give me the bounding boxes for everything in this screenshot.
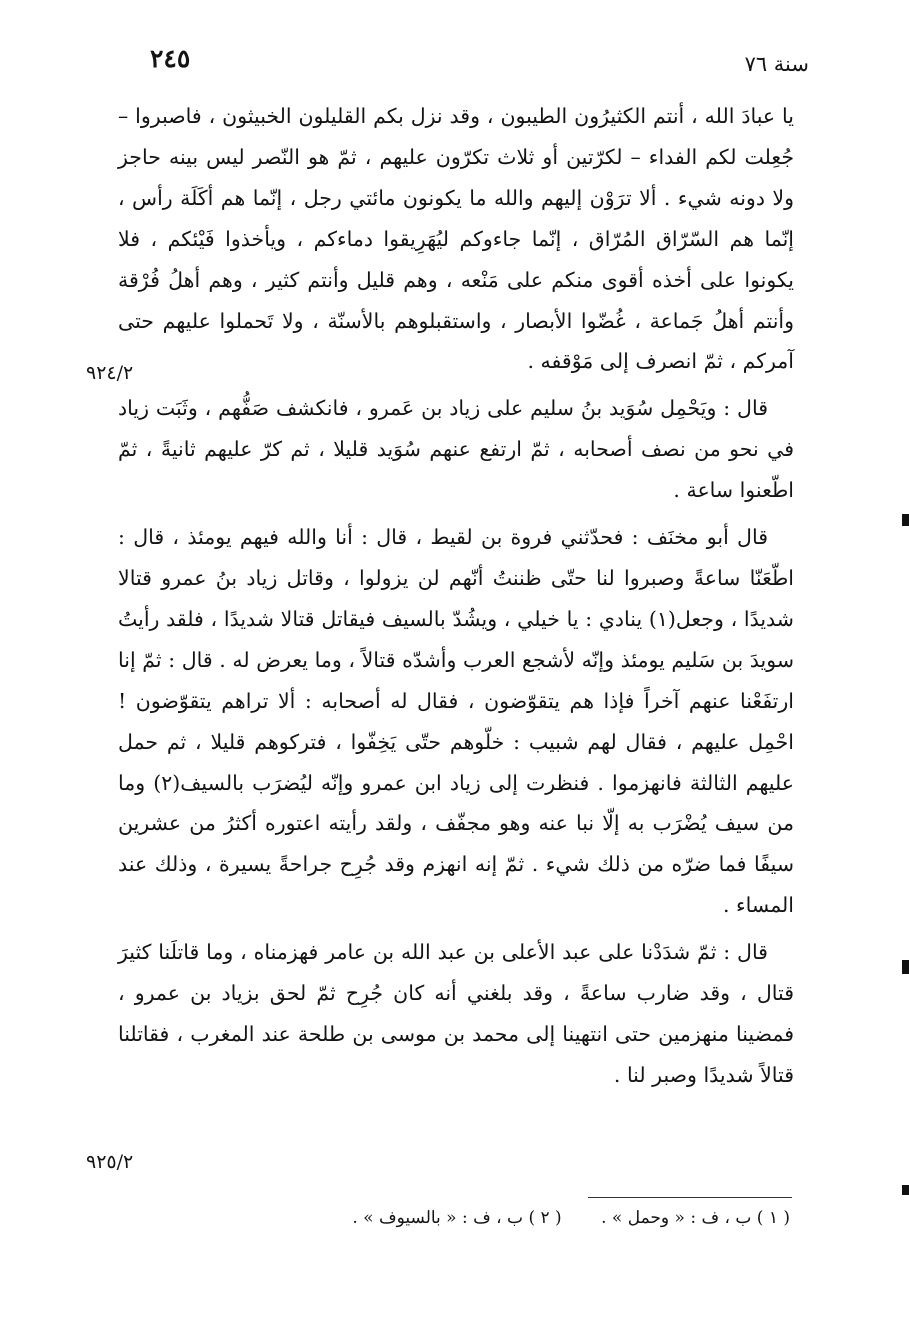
paragraph-4: قال : ثمّ شدَدْنا على عبد الأعلى بن عبد الله بن عامر فهزمناه ، وما قاتلَنا كثيرَ قتال ، وقد ضارب ساعةً ، وقد بلغني أنه كان جُرِح ثمّ لحق بزياد بن عمرو ، فمضينا منهزمين حتى انتهينا إلى محمد بن موسى بن طلحة عند المغرب ، فقاتلنا قتالاً شديدًا وصبر لنا . <box>118 940 794 1087</box>
footnotes <box>250 1208 790 1228</box>
paragraph-1: يا عبادَ الله ، أنتم الكثيرُون الطيبون ، وقد نزل بكم القليلون الخبيثون ، فاصبروا – جُعِلت لكم الفداء – لكرّتين أو ثلاث تكرّون عليهم ، ثمّ هو النّصر ليس بينه حاجز ولا دونه شيء . ألا ترَوْن إليهم والله ما يكونون مائتي رجل ، إنّما هم أكَلَة رأس ، إنّما هم السّرّاق المُرّاق ، إنّما جاءوكم ليُهَرِيقوا دماءكم ، ويأخذوا فَيْئكم ، فلا يكونوا على أخذه أقوى منكم على مَنْعه ، وهم قليل وأنتم كثير ، وهم أهلُ فُرْقة وأنتم أهلُ جَماعة ، غُضّوا الأبصار ، واستقبلوهم بالأسنّة ، ولا تَحملوا عليهم حتى آمركم ، ثمّ انصرف إلى مَوْقفه . <box>118 104 794 374</box>
margin-mark <box>902 514 909 526</box>
paragraph-2: قال : ويَحْمِل سُوَيد بنُ سليم على زياد بن عَمرو ، فانكشف صَفُّهم ، وثَبَت زياد في نحو من نصف أصحابه ، ثمّ ارتفع عنهم سُوَيد قليلا ، ثم كرّ عليهم ثانيةً ، ثمّ اطّعنوا ساعة . <box>118 396 795 503</box>
margin-reference-2: ٩٢٥/٢ <box>86 1151 134 1173</box>
footnote-2: ( ٢ ) ب ، ف : « بالسيوف » . <box>352 1208 562 1228</box>
footnote-1: ( ١ ) ب ، ف : « وحمل » . <box>601 1208 790 1228</box>
main-text <box>118 96 794 1096</box>
running-header-year: سنة ٧٦ <box>744 52 809 76</box>
margin-reference-1: ٩٢٤/٢ <box>86 362 134 384</box>
paragraph-3: قال أبو مخنَف : فحدّثني فروة بن لقيط ، قال : أنا والله فيهم يومئذ ، قال : اطّعَنّا ساعةً وصبروا لنا حتّى ظننتُ أنّهم لن يزولوا ، وقاتل زياد بنُ عمرو قتالا شديدًا ، وجعل(١) ينادي : يا خيلي ، ويشُدّ بالسيف فيقاتل قتالا شديدًا ، فلقد رأيتُ سويدَ بن سَليم يومئذ وإنّه لأشجع العرب وأشدّه قتالاً ، وما يعرض له . قال : ثمّ إنا ارتفَعْنا عنهم آخراً فإذا هم يتقوّضون ، فقال له أصحابه : ألا تراهم يتقوّضون ! احْمِل عليهم ، فقال لهم شبيب : خلّوهم حتّى يَخِفّوا ، فتركوهم قليلا ، ثم حمل عليهم الثالثة فانهزموا . فنظرت إلى زياد ابن عمرو وإنّه ليُضرَب بالسيف(٢) وما من سيف يُضْرَب به إلّا نبا عنه وهو مجفّف ، ولقد رأيته اعتوره أكثرُ من عشرين سيفًا فما ضرّه من ذلك شيء . ثمّ إنه انهزم وقد جُرِح جراحةً يسيرة ، وذلك عند المساء . <box>118 525 794 918</box>
margin-mark <box>902 1185 909 1195</box>
margin-mark <box>902 960 909 974</box>
footnote-divider <box>588 1197 792 1198</box>
page-number: ٢٤٥ <box>150 44 191 73</box>
